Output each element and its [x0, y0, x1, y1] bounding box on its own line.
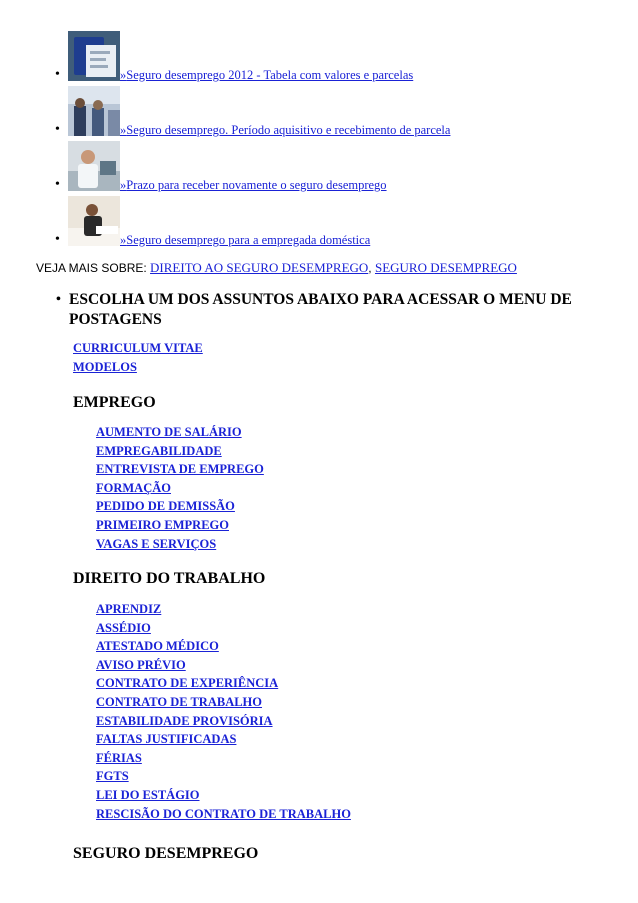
menu-link[interactable]: LEI DO ESTÁGIO — [96, 787, 200, 802]
menu-link[interactable]: APRENDIZ — [96, 602, 162, 616]
menu-link[interactable]: RESCISÃO DO CONTRATO DE TRABALHO — [96, 806, 351, 821]
related-post-item — [40, 80, 600, 140]
tag-link[interactable]: SEGURO DESEMPREGO — [374, 260, 517, 275]
see-more-tags: VEJA MAIS SOBRE: DIREITO AO SEGURO DESEMPREGO, SEGURO DESEMPREGO — [36, 260, 517, 275]
related-post-link[interactable]: »Seguro desemprego. Período aquisitivo e recebimento de parcela — [120, 123, 451, 137]
tag-link[interactable]: DIREITO AO SEGURO DESEMPREGO — [150, 260, 369, 275]
menu-link[interactable]: CONTRATO DE TRABALHO — [96, 694, 263, 709]
menu-link-modelos[interactable]: MODELOS — [73, 359, 137, 374]
bullet: • — [55, 67, 60, 82]
menu-link[interactable]: PEDIDO DE DEMISSÃO — [96, 499, 235, 514]
bullet: • — [56, 292, 61, 307]
post-thumbnail-domestic-worker[interactable] — [68, 196, 120, 246]
menu-link[interactable]: ENTREVISTA DE EMPREGO — [96, 462, 264, 477]
menu-link[interactable]: FÉRIAS — [96, 750, 142, 765]
related-post-item — [40, 135, 600, 195]
see-more-label: VEJA MAIS SOBRE: — [36, 261, 147, 275]
menu-link[interactable]: AVISO PRÉVIO — [96, 657, 186, 672]
section-heading-seguro-desemprego: SEGURO DESEMPREGO — [73, 845, 259, 862]
related-post-link[interactable]: »Prazo para receber novamente o seguro desemprego — [120, 178, 387, 192]
menu-link-curriculum-vitae[interactable]: CURRICULUM VITAE — [73, 341, 203, 355]
menu-link[interactable]: CONTRATO DE EXPERIÊNCIA — [96, 676, 279, 691]
section-heading-emprego: EMPREGO — [73, 394, 156, 411]
menu-link[interactable]: PRIMEIRO EMPREGO — [96, 517, 229, 532]
menu-link[interactable]: ESTABILIDADE PROVISÓRIA — [96, 713, 273, 728]
menu-link[interactable]: FORMAÇÃO — [96, 480, 171, 495]
section-links-emprego — [96, 423, 264, 553]
menu-link[interactable]: FGTS — [96, 769, 129, 784]
menu-link[interactable]: AUMENTO DE SALÁRIO — [96, 425, 242, 439]
menu-link[interactable]: FALTAS JUSTIFICADAS — [96, 732, 237, 747]
post-thumbnail-work-card[interactable] — [68, 31, 120, 81]
section-heading-direito-do-trabalho: DIREITO DO TRABALHO — [73, 570, 266, 587]
related-post-item — [40, 25, 600, 85]
related-post-item — [40, 190, 600, 250]
post-thumbnail-clinic-worker[interactable] — [68, 141, 120, 191]
section-links-direito-do-trabalho — [96, 600, 351, 823]
menu-link[interactable]: ATESTADO MÉDICO — [96, 639, 219, 654]
menu-top-links — [73, 339, 203, 376]
post-thumbnail-office-queue[interactable] — [68, 86, 120, 136]
related-post-link[interactable]: »Seguro desemprego para a empregada doméstica — [120, 233, 371, 247]
menu-link[interactable]: ASSÉDIO — [96, 620, 151, 635]
related-post-link[interactable]: »Seguro desemprego 2012 - Tabela com valores e parcelas — [120, 68, 414, 82]
menu-link[interactable]: VAGAS E SERVIÇOS — [96, 536, 217, 551]
bullet: • — [55, 177, 60, 192]
menu-heading: • ESCOLHA UM DOS ASSUNTOS ABAIXO PARA ACESSAR O MENU DE POSTAGENS — [56, 291, 572, 328]
bullet: • — [55, 232, 60, 247]
bullet: • — [55, 122, 60, 137]
menu-link[interactable]: EMPREGABILIDADE — [96, 443, 222, 458]
